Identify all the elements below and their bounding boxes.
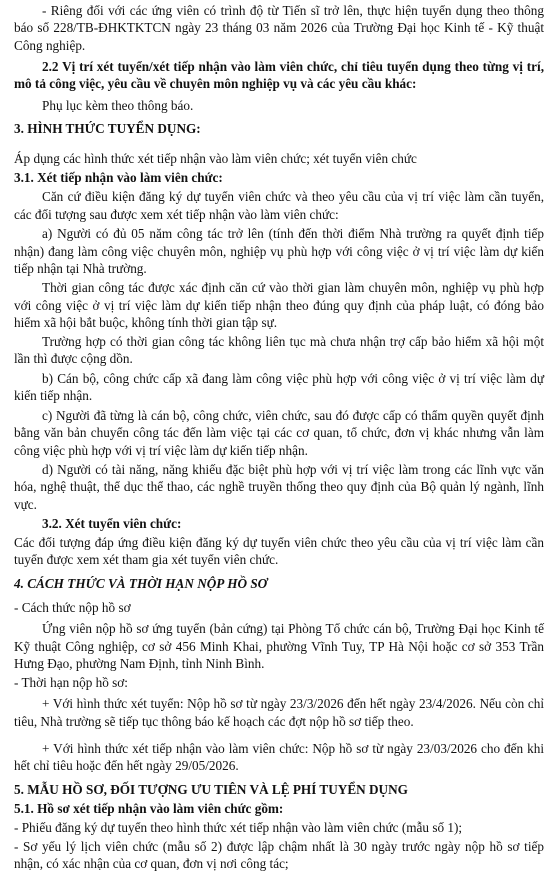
paragraph-thoi-gian: Thời gian công tác được xác định căn cứ vào thời gian làm chuyên môn, nghiệp vụ phù hợp với công việc ở vị trí việc làm dự kiến tiếp nhận theo đúng quy định của pháp luật, có đóng bảo hiểm xã hội bắt buộc, không tính thời gian tập sự. — [14, 280, 544, 330]
paragraph-ung-vien: Ứng viên nộp hồ sơ ứng tuyển (bản cứng) tại Phòng Tổ chức cán bộ, Trường Đại học Kinh tế Kỹ thuật Công nghiệp, cơ sở 456 Minh Khai, phường Vĩnh Tuy, TP Hà Nội hoặc cơ sở 353 Trần Hưng Đạo, phường Nam Định, tỉnh Ninh Bình. — [14, 621, 544, 672]
paragraph-cach-thuc: - Cách thức nộp hồ sơ — [14, 600, 131, 616]
paragraph-phu-luc: Phụ lục kèm theo thông báo. — [42, 97, 194, 113]
paragraph-phieu: - Phiếu đăng ký dự tuyển theo hình thức xét tiếp nhận vào làm viên chức (mẫu số 1); — [14, 819, 463, 835]
heading-3-2: 3.2. Xét tuyển viên chức: — [42, 515, 182, 531]
paragraph-thoi-han: - Thời hạn nộp hồ sơ: — [14, 675, 128, 691]
heading-5: 5. MẪU HỒ SƠ, ĐỐI TƯỢNG ƯU TIÊN VÀ LỆ PHÍ TUYỂN DỤNG — [14, 781, 408, 797]
paragraph-d: d) Người có tài năng, năng khiếu đặc biệt phù hợp với vị trí việc làm trong các lĩnh vực văn hóa, nghệ thuật, thể dục thể thao, các nghề truyền thống theo quy định của Bộ quản lý ngành, lĩnh vực. — [14, 461, 544, 512]
paragraph-tien-si: - Riêng đối với các ứng viên có trình độ từ Tiến sĩ trở lên, thực hiện tuyển dụng theo thông báo số 228/TB-ĐHKTKTCN ngày 23 tháng 03 năm 2026 của Trường Đại học Kinh tế - Kỹ thuật Công nghiệp. — [14, 3, 544, 53]
paragraph-so-yeu: - Sơ yếu lý lịch viên chức (mẫu số 2) được lập chậm nhất là 30 ngày trước ngày nộp hồ sơ tiếp nhận, có xác nhận của cơ quan, đơn vị nơi công tác; — [14, 838, 544, 871]
paragraph-ap-dung: Áp dụng các hình thức xét tiếp nhận vào làm viên chức; xét tuyển viên chức — [14, 151, 417, 167]
paragraph-c: c) Người đã từng là cán bộ, công chức, viên chức, sau đó được cấp có thẩm quyền quyết định bằng văn bản chuyển công tác đến làm việc tại các cơ quan, tổ chức, đơn vị khác nhưng vẫn làm công việc phù hợp với vị trí việc làm dự kiến tiếp nhận. — [14, 407, 544, 458]
heading-3-1: 3.1. Xét tiếp nhận vào làm viên chức: — [14, 170, 223, 186]
heading-4: 4. CÁCH THỨC VÀ THỜI HẠN NỘP HỒ SƠ — [14, 575, 268, 591]
heading-2-2: 2.2 Vị trí xét tuyển/xét tiếp nhận vào làm viên chức, chỉ tiêu tuyển dụng theo từng vị trí, mô tả công việc, yêu cầu về chuyên môn nghiệp vụ và các yêu cầu khác: — [14, 58, 544, 92]
paragraph-xet-tuyen: + Với hình thức xét tuyển: Nộp hồ sơ từ ngày 23/3/2026 đến hết ngày 23/4/2026. Nếu còn chỉ tiêu, Nhà trường sẽ tiếp tục thông báo kế hoạch các đợt nộp hồ sơ tiếp theo. — [14, 696, 544, 729]
heading-5-1: 5.1. Hồ sơ xét tiếp nhận vào làm viên chức gồm: — [14, 800, 284, 816]
heading-3: 3. HÌNH THỨC TUYỂN DỤNG: — [14, 120, 201, 136]
paragraph-truong-hop: Trường hợp có thời gian công tác không liên tục mà chưa nhận trợ cấp bảo hiểm xã hội một lần thì được cộng dồn. — [14, 333, 544, 367]
paragraph-doi-tuong: Các đối tượng đáp ứng điều kiện đăng ký dự tuyển viên chức theo yêu cầu của vị trí việc làm cần tuyển được xem xét tham gia xét tuyển viên chức. — [14, 534, 544, 568]
paragraph-a: a) Người có đủ 05 năm công tác trở lên (tính đến thời điểm Nhà trường ra quyết định tiếp nhận) đang làm công việc chuyên môn, nghiệp vụ phù hợp với công việc ở vị trí việc làm dự kiến tiếp nhận tại Nhà trường. — [14, 226, 544, 277]
paragraph-b: b) Cán bộ, công chức cấp xã đang làm công việc phù hợp với công việc ở vị trí việc làm dự kiến tiếp nhận. — [14, 370, 544, 404]
paragraph-xet-tiep-nhan: + Với hình thức xét tiếp nhận vào làm viên chức: Nộp hồ sơ từ ngày 23/03/2026 cho đến khi hết chỉ tiêu hoặc đến hết ngày 29/05/2026. — [14, 740, 544, 774]
paragraph-can-cu: Căn cứ điều kiện đăng ký dự tuyển viên chức và theo yêu cầu của vị trí việc làm cần tuyển, các đối tượng sau được xem xét tiếp nhận vào làm viên chức: — [14, 189, 544, 222]
